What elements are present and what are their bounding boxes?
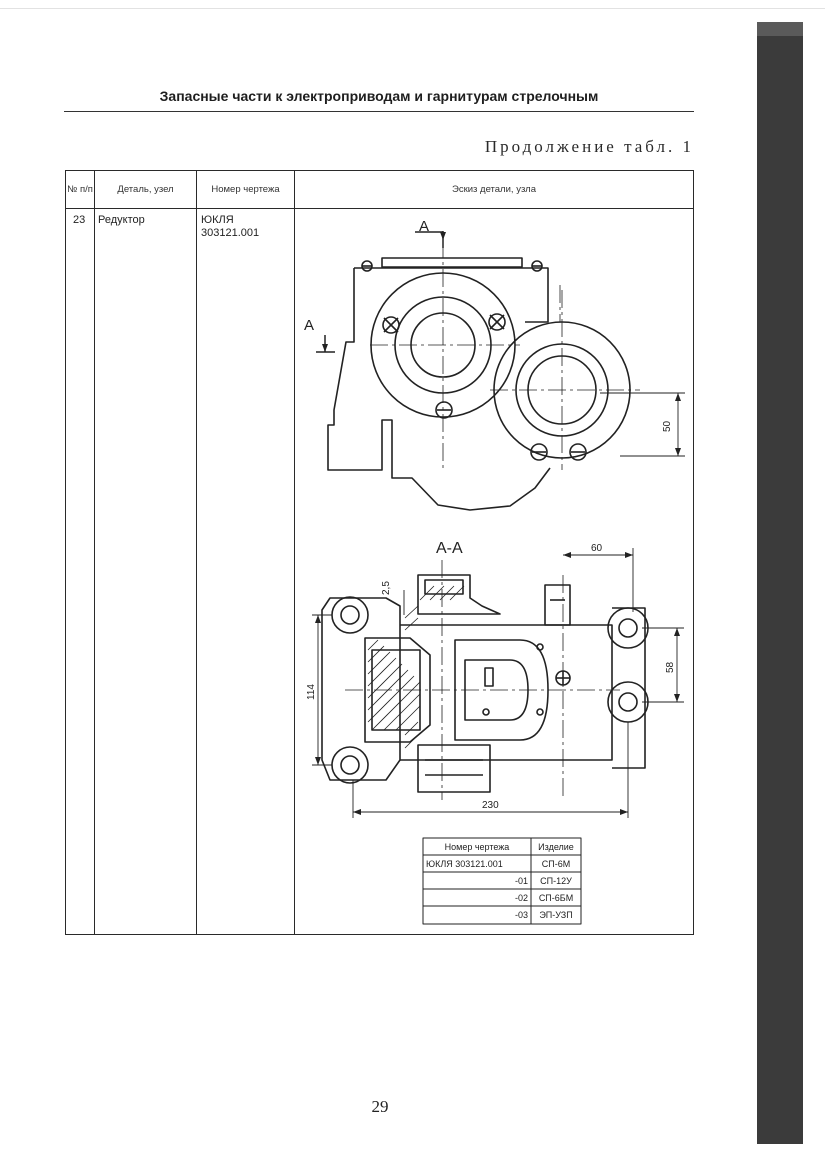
dimension-230-label: 230 (482, 800, 499, 811)
dimension-arrows (315, 232, 681, 815)
variant-drawing-number: ЮКЛЯ 303121.001 (426, 859, 503, 869)
column-header-num: № п/п (67, 183, 93, 195)
dimension-60-label: 60 (591, 543, 603, 554)
dimension-50-label: 50 (662, 420, 673, 432)
row-drawing-number: ЮКЛЯ 303121.001 (201, 214, 260, 239)
variant-product: СП-6БМ (538, 893, 574, 903)
dimension-58-label: 58 (665, 661, 676, 673)
running-header: Запасные части к электроприводам и гарнитурам стрелочным (159, 88, 599, 104)
variant-product: СП-6М (541, 859, 571, 869)
dimension-2-5-label: 2,5 (381, 581, 392, 595)
top-view-centerlines (370, 240, 640, 470)
column-header-drawing: Номер чертежа (211, 183, 280, 195)
section-label-top: А (419, 218, 430, 235)
dimension-114-label: 114 (306, 684, 317, 700)
section-marks (316, 231, 443, 352)
column-header-sketch: Эскиз детали, узла (451, 183, 537, 195)
section-label-left: А (304, 317, 315, 334)
row-number: 23 (73, 214, 86, 226)
page-number: 29 (371, 1097, 389, 1116)
column-header-part: Деталь, узел (117, 183, 174, 195)
section-dimensions (312, 548, 684, 818)
variant-drawing-number: -01 (514, 876, 528, 886)
reducer-top-view (328, 258, 630, 510)
variant-drawing-number: -03 (514, 910, 528, 920)
variant-drawing-number: -02 (514, 893, 528, 903)
variants-header-drawing: Номер чертежа (444, 842, 510, 852)
variant-product: СП-12У (540, 876, 572, 886)
variant-product: ЭП-УЗП (539, 910, 573, 920)
table-continuation-label: Продолжение табл. 1 (484, 137, 694, 156)
row-part-name: Редуктор (98, 214, 145, 226)
section-hatching (368, 586, 464, 748)
variants-header-product: Изделие (538, 842, 574, 852)
section-title: А-А (436, 540, 463, 557)
